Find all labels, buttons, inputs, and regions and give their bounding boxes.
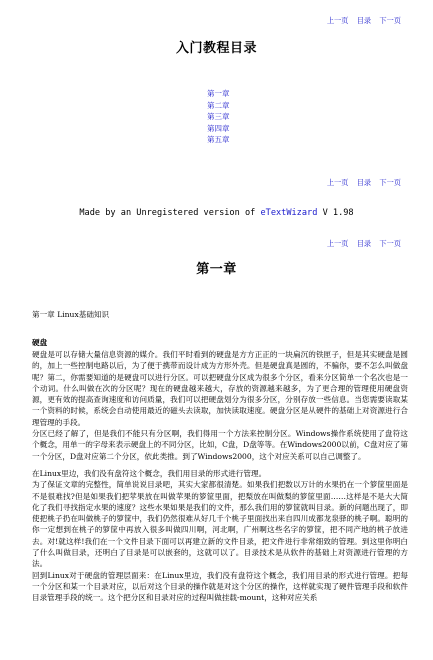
credit-suffix: V 1.98: [317, 208, 354, 218]
nav-middle: [327, 178, 401, 188]
next-page-link-2[interactable]: 下一页: [379, 178, 401, 187]
toc-link-2[interactable]: 目录: [356, 178, 372, 187]
toc-link[interactable]: 目录: [356, 16, 372, 25]
toc-item-chapter-1[interactable]: 第一章: [207, 89, 230, 98]
nav-lower: [327, 239, 401, 249]
page-title: 入门教程目录: [175, 41, 257, 56]
paragraph: 为了保证文章的完整性，简单说说目录吧，其实大家都很清楚。如果我们把数以万计的水果扔在一个箩筐里面是不是很难找?但是如果我们把苹果放在叫做苹果的箩筐里面，把梨放在叫做梨的箩筐里面……这样是不是大大简化了我们寻找指定水果的速度？这些水果如果是我们的文件，那么我们用的箩筐就叫目录。新的问题出现了，即使把桃子扔在叫做桃子的箩筐中，我们仍然很难从好几千个桃子里面找出来自四川成都龙泉驿的桃子啊。聪明的你一定想到在桃子的箩筐中再放入很多叫做四川啊，河北啊，广州啊这些名字的箩筐，把不同产地的桃子放进去。对!就这样!我们在一个文件目录下面可以再建立新的文件目录，把文件进行非常细致的管理。到这里你明白了什么叫做目录，还明白了目录是可以嵌套的，这就可以了。目录技术是从软件的基础上对资源进行管理的方法。: [32, 480, 408, 569]
prev-page-link[interactable]: 上一页: [326, 16, 349, 25]
body-text: [32, 349, 408, 604]
toc-link-3[interactable]: 目录: [356, 239, 372, 248]
paragraph: 分区已经了解了，但是我们不能只有分区啊，我们得用一个方法来控制分区。Windows操作系统使用了盘符这个概念，用单一的字母来表示硬盘上的不同分区，比如，C盘，D盘等等。在Windows2000以前，C盘对应了第一个分区，D盘对应第二个分区，依此类推。到了Windows2000，这个对应关系可以自己调整了。: [32, 429, 408, 461]
section-title: 第一章 Linux基础知识: [32, 310, 110, 319]
credit-prefix: Made by an Unregistered version of: [79, 208, 261, 218]
chapter-title: 第一章: [196, 262, 237, 277]
toc-item-chapter-4[interactable]: 第四章: [207, 123, 230, 133]
toc-item-chapter-2[interactable]: 第二章: [207, 100, 230, 110]
paragraph: 在Linux里边，我们没有盘符这个概念，我们用目录的形式进行管理。: [32, 468, 267, 478]
nav-top: [327, 16, 401, 26]
next-page-link-3[interactable]: 下一页: [379, 239, 401, 248]
toc-item-chapter-3[interactable]: 第三章: [207, 112, 230, 121]
table-of-contents: [207, 88, 230, 146]
etextwizard-link[interactable]: eTextWizard: [260, 208, 318, 218]
subheading: 硬盘: [32, 338, 48, 347]
generator-credit: [0, 208, 433, 218]
paragraph: 硬盘是可以存储大量信息资源的媒介。我们平时看到的硬盘是方方正正的一块扁沉的铁匣子，但是其实硬盘是圆的，加上一些控制电路以后，为了便于携带而设计成为方形外壳。但是硬盘真是圆的，不骗你，要不怎么叫做盘呢？第二，你需要知道的是硬盘可以进行分区。可以把硬盘分区成为很多个分区，看来分区简单一个名次也是一个动词。什么叫做在次的分区呢？现在的硬盘越来越大，存放的资源越来越多，为了更合理的管理使用硬盘资源，更有效的提高查询速度和访问质量，我们可以把硬盘划分为很多分区，分别存放一些信息。当您需要读取某一个资料的时候，系统会自动使用最近的磁头去读取，加快读取速度。硬盘分区是从硬件的基础上对资源进行合理管理的手段。: [32, 350, 408, 427]
prev-page-link-3[interactable]: 上一页: [326, 239, 349, 248]
paragraph: 回到Linux对于硬盘的管理层面来：在Linux里边，我们没有盘符这个概念，我们用目录的形式进行管理。把每一个分区和某一个目录对应，以后对这个目录的操作就是对这个分区的操作，这样就实现了硬件管理手段和软件目录管理手段的统一。这个把分区和目录对应的过程叫做挂载-mount，这种对应关系: [32, 570, 408, 603]
toc-item-chapter-5[interactable]: 第五章: [207, 135, 230, 144]
next-page-link[interactable]: 下一页: [379, 16, 401, 25]
prev-page-link-2[interactable]: 上一页: [326, 178, 349, 187]
